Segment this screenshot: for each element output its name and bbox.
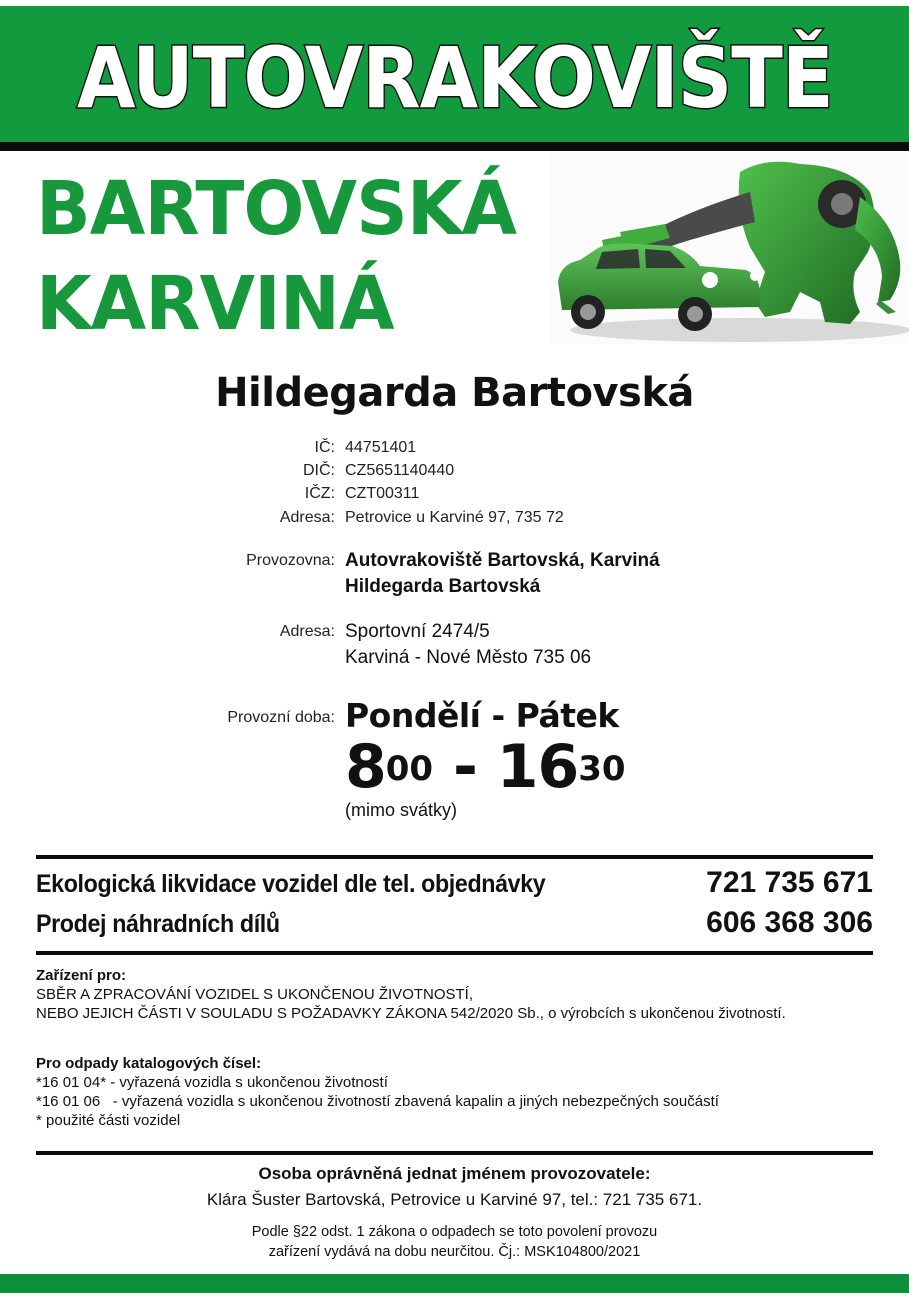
premises-address-value	[345, 619, 591, 671]
opening-time	[345, 732, 626, 802]
service-row-parts	[36, 906, 873, 940]
owner-address-value: Petrovice u Karviné 97, 735 72	[345, 509, 564, 526]
divider-middle	[36, 951, 873, 955]
holiday-note: (mimo svátky)	[345, 800, 457, 820]
waste-codes-block	[36, 1054, 719, 1130]
brand-name: BARTOVSKÁ	[36, 166, 517, 252]
service-disposal-label: Ekologická likvidace vozidel dle tel. objednávky	[36, 870, 546, 898]
premises-value	[345, 548, 660, 600]
header-divider	[0, 142, 909, 151]
premises-label: Provozovna:	[246, 552, 335, 569]
opening-hours-value	[345, 696, 626, 822]
waste-code-item: * použité části vozidel	[36, 1112, 181, 1129]
header-band	[0, 6, 909, 143]
waste-codes-heading: Pro odpady katalogových čísel:	[36, 1055, 262, 1072]
opening-hours-section	[0, 696, 626, 822]
premises-address-section	[0, 619, 591, 671]
authorized-person-heading: Osoba oprávněná jednat jménem provozovatele:	[258, 1164, 651, 1183]
owner-address-label: Adresa:	[279, 509, 335, 526]
ic-row	[0, 437, 416, 459]
facility-line2: NEBO JEJICH ČÁSTI V SOULADU S POŽADAVKY ZÁKONA 542/2020 Sb., o výrobcích s ukončenou životností.	[36, 1005, 786, 1022]
robot-car-image	[550, 152, 909, 344]
legal-note	[0, 1222, 909, 1262]
brand-city: KARVINÁ	[36, 261, 394, 347]
facility-block	[36, 966, 786, 1023]
footer-band	[0, 1274, 909, 1293]
opening-days: Pondělí - Pátek	[345, 696, 619, 735]
owner-name: Hildegarda Bartovská	[215, 370, 694, 416]
authorized-person-details: Klára Šuster Bartovská, Petrovice u Karviné 97, tel.: 721 735 671.	[206, 1190, 703, 1209]
dic-row	[0, 460, 454, 482]
ic-label: IČ:	[314, 439, 335, 456]
waste-code-item: *16 01 06 - vyřazená vozidla s ukončenou životností zbavená kapalin a jiných nebezpečných součástí	[36, 1093, 719, 1110]
premises-section	[0, 548, 660, 600]
time-separator: -	[433, 732, 497, 802]
service-row-disposal	[36, 866, 873, 900]
legal-line1: Podle §22 odst. 1 zákona o odpadech se toto povolení provozu	[251, 1224, 658, 1240]
ic-value: 44751401	[345, 439, 417, 456]
header-title: AUTOVRAKOVIŠTĚ	[76, 28, 833, 127]
premises-address-line1: Sportovní 2474/5	[345, 621, 490, 642]
divider-top	[36, 855, 873, 859]
close-hour: 16	[496, 732, 579, 802]
icz-row	[0, 483, 419, 505]
premises-line2: Hildegarda Bartovská	[345, 576, 541, 597]
service-disposal-phone[interactable]: 721 735 671	[706, 866, 873, 899]
waste-code-item: *16 01 04* - vyřazená vozidla s ukončenou životností	[36, 1074, 388, 1091]
premises-line1: Autovrakoviště Bartovská, Karviná	[345, 550, 660, 571]
legal-line2: zařízení vydává na dobu neurčitou. Čj.: MSK104800/2021	[268, 1244, 641, 1260]
open-hour: 8	[345, 732, 386, 802]
close-minutes: 30	[578, 749, 626, 789]
facility-line1: SBĚR A ZPRACOVÁNÍ VOZIDEL S UKONČENOU ŽIVOTNOSTÍ,	[36, 986, 474, 1003]
owner-address-row	[0, 507, 564, 529]
premises-address-label: Adresa:	[279, 623, 335, 640]
icz-value: CZT00311	[345, 485, 420, 502]
opening-hours-label: Provozní doba:	[227, 709, 335, 726]
divider-bottom	[36, 1151, 873, 1155]
dic-label: DIČ:	[303, 462, 335, 479]
facility-heading: Zařízení pro:	[36, 967, 127, 984]
open-minutes: 00	[385, 749, 434, 789]
service-parts-label: Prodej náhradních dílů	[36, 910, 280, 938]
icz-label: IČZ:	[304, 485, 335, 502]
dic-value: CZ5651140440	[345, 462, 455, 479]
premises-address-line2: Karviná - Nové Město 735 06	[345, 647, 592, 668]
service-parts-phone[interactable]: 606 368 306	[706, 906, 873, 939]
